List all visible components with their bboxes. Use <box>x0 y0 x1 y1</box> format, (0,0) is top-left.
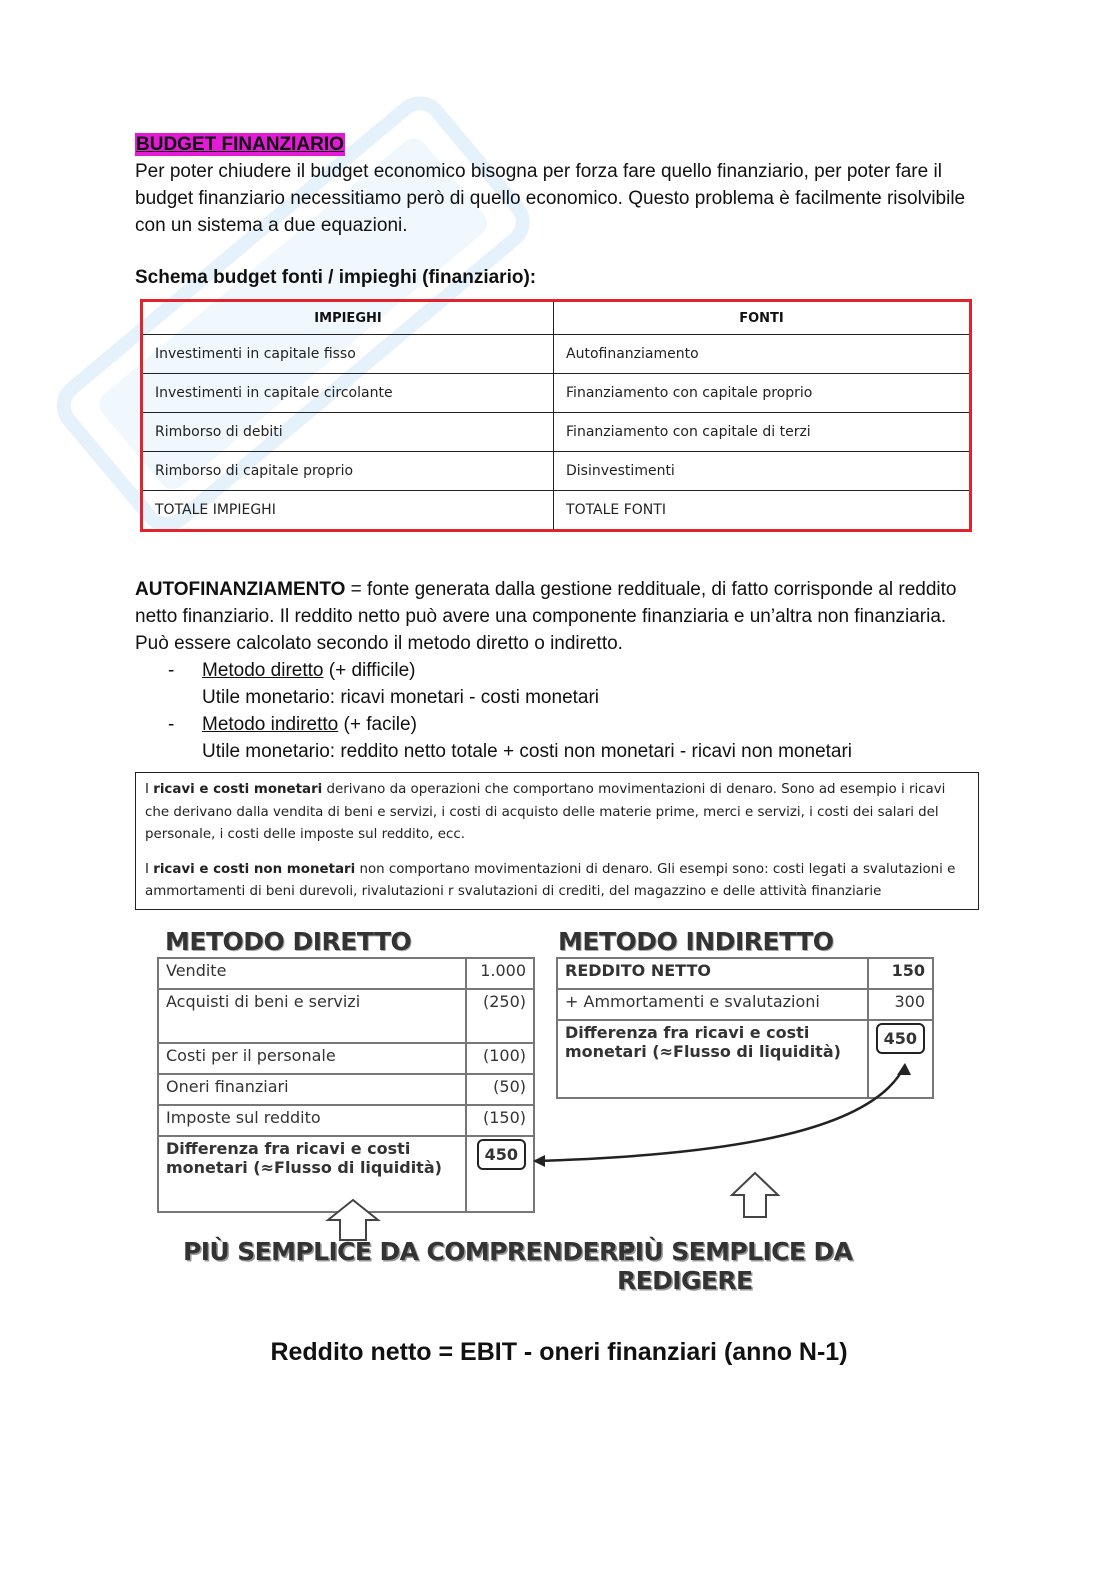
metodo-diretto-title: METODO DIRETTO <box>165 927 412 956</box>
fonti-impieghi-table <box>140 299 972 532</box>
table-row-total: Differenza fra ricavi e costi monetari (≈Flusso di liquidità) 450 <box>557 1020 933 1098</box>
table-row: Costi per il personale (100) <box>158 1043 534 1074</box>
metodi-figure <box>135 915 985 1295</box>
metodo-diretto-label: Metodo diretto <box>202 660 324 681</box>
arrow-up-icon <box>328 1200 378 1240</box>
table-row: Vendite 1.000 <box>158 958 534 989</box>
header-fonti: FONTI <box>554 302 969 335</box>
table-row: + Ammortamenti e svalutazioni 300 <box>557 989 933 1020</box>
table-row-total: Differenza fra ricavi e costi monetari (≈Flusso di liquidità) 450 <box>158 1136 534 1212</box>
table-row <box>143 374 969 413</box>
list-item: - Metodo indiretto (+ facile) <box>168 714 417 735</box>
schema-title: Schema budget fonti / impieghi (finanziario): <box>135 267 537 288</box>
monetari-note-box <box>135 772 979 910</box>
reddito-netto-formula: Reddito netto = EBIT - oneri finanziari (anno N-1) <box>270 1338 848 1366</box>
connector-arrows <box>135 915 985 1285</box>
impiego-cell: Rimborso di debiti <box>143 413 554 452</box>
header-impieghi: IMPIEGHI <box>143 302 554 335</box>
autofinanziamento-term: AUTOFINANZIAMENTO <box>135 579 346 600</box>
totale-fonti-cell: TOTALE FONTI <box>554 491 969 530</box>
impiego-cell: Investimenti in capitale circolante <box>143 374 554 413</box>
table-row: Oneri finanziari (50) <box>158 1074 534 1105</box>
autofinanziamento-text: = fonte generata dalla gestione reddituale, di fatto corrisponde al reddito netto finanziario. Il reddito netto può avere una componente finanziaria e un’altra non finanziaria. Può essere calcolato secondo il metodo diretto o indiretto. <box>135 579 957 654</box>
impiego-cell: Investimenti in capitale fisso <box>143 335 554 374</box>
fonte-cell: Finanziamento con capitale proprio <box>554 374 969 413</box>
totale-impieghi-cell: TOTALE IMPIEGHI <box>143 491 554 530</box>
intro-paragraph: Per poter chiudere il budget economico bisogna per forza fare quello finanziario, per poter fare il budget finanziario necessitiamo però di quello economico. Questo problema è facilmente risolvibile con un sistema a due equazioni. <box>135 161 966 236</box>
table-row <box>143 335 969 374</box>
list-item <box>135 738 983 765</box>
arrow-up-icon <box>732 1173 778 1217</box>
table-row: Imposte sul reddito (150) <box>158 1105 534 1136</box>
metodo-indiretto-title: METODO INDIRETTO <box>558 927 834 956</box>
methods-list <box>135 657 983 765</box>
metodo-indiretto-note: (+ facile) <box>338 714 417 735</box>
metodo-diretto-formula: Utile monetario: ricavi monetari - costi monetari <box>202 687 600 708</box>
note-paragraph: I ricavi e costi monetari derivano da operazioni che comportano movimentazioni di denaro. Sono ad esempio i ricavi che derivano dalla vendita di beni e servizi, i costi di acquisto delle materie prime, merci e servizi, i costi dei salari del personale, i costi delle imposte sul reddito, ecc. <box>145 782 946 842</box>
fonte-cell: Finanziamento con capitale di terzi <box>554 413 969 452</box>
table-row <box>143 413 969 452</box>
impiego-cell: Rimborso di capitale proprio <box>143 452 554 491</box>
table-row: Acquisti di beni e servizi (250) <box>158 989 534 1043</box>
note-paragraph: I ricavi e costi non monetari non comportano movimentazioni di denaro. Gli esempi sono: costi legati a svalutazioni e ammortamenti di beni durevoli, rivalutazioni r svalutazioni di crediti, del magazzino e delle attività finanziarie <box>145 861 956 899</box>
fonte-cell: Disinvestimenti <box>554 452 969 491</box>
document-page <box>135 133 983 910</box>
metodo-indiretto-formula: Utile monetario: reddito netto totale + costi non monetari - ricavi non monetari <box>202 741 853 762</box>
page-title: BUDGET FINANZIARIO <box>136 134 344 155</box>
metodo-indiretto-label: Metodo indiretto <box>202 714 339 735</box>
autofinanziamento-paragraph <box>135 576 983 657</box>
caption-diretto: PIÙ SEMPLICE DA COMPRENDERE <box>183 1237 635 1266</box>
list-item <box>135 684 983 711</box>
table-row <box>143 452 969 491</box>
table-row-total <box>143 491 969 530</box>
list-item: - Metodo diretto (+ difficile) <box>168 660 416 681</box>
fonte-cell: Autofinanziamento <box>554 335 969 374</box>
caption-indiretto: PIÙ SEMPLICE DA REDIGERE <box>617 1237 853 1295</box>
metodo-diretto-note: (+ difficile) <box>323 660 416 681</box>
table-row: REDDITO NETTO 150 <box>557 958 933 989</box>
